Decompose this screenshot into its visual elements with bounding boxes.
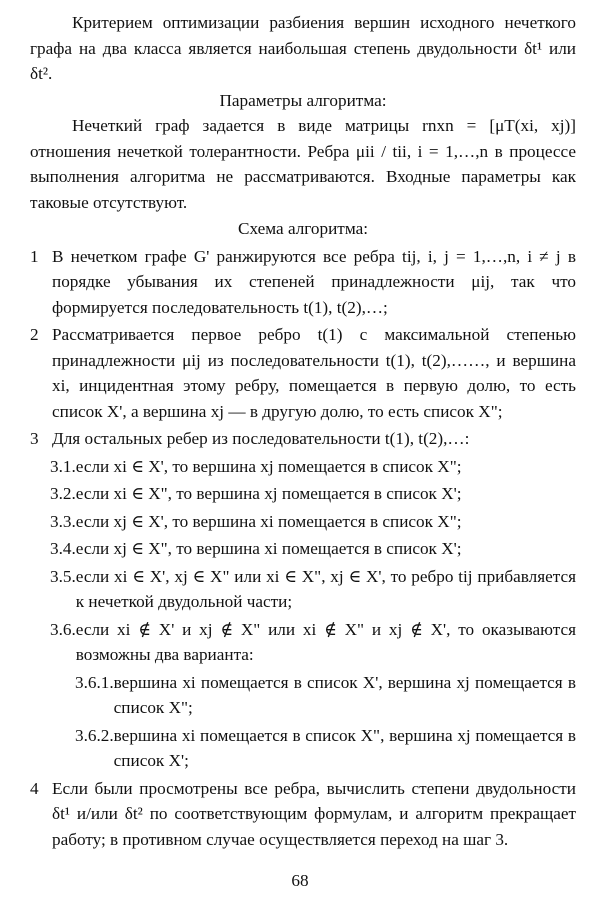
- substep-text: если xj ∈ X', то вершина xi помещается в список X";: [75, 511, 462, 531]
- step-3: [30, 426, 576, 452]
- step-4: [30, 776, 576, 853]
- step-number: 3: [30, 429, 39, 448]
- substep-number: 3.6.: [50, 619, 76, 639]
- step-text: Для остальных ребер из последовательности t(1), t(2),…:: [52, 429, 470, 448]
- substep-number: 3.6.1.: [75, 672, 114, 692]
- step-number: 1: [30, 246, 39, 266]
- substep-number: 3.5.: [50, 566, 76, 586]
- substep-text: если xi ∈ X", то вершина xj помещается в список X';: [75, 484, 462, 503]
- substep-text: если xi ∈ X', то вершина xj помещается в список X";: [75, 456, 462, 476]
- step-number: 2: [30, 325, 39, 344]
- step-1: [30, 244, 576, 321]
- substep-text: вершина xi помещается в список X", вершина xj помещается в список X';: [113, 725, 576, 770]
- step-text: Если были просмотрены все ребра, вычислить степени двудольности δt¹ и/или δt² по соответствующим формулам, и алгоритм прекращает работу; в противном случае осуществляется переход на шаг 3.: [52, 778, 576, 849]
- substep-3-4: [50, 536, 576, 562]
- substep-text: если xi ∉ X' и xj ∉ X" или xi ∉ X" и xj ∉ X', то оказываются возможны два варианта:: [75, 619, 576, 664]
- step-2: [30, 322, 576, 424]
- step-number: 4: [30, 778, 39, 798]
- params-heading: Параметры алгоритма:: [219, 90, 387, 110]
- substep-3-1: [50, 454, 576, 480]
- step-text: В нечетком графе G' ранжируются все ребра tij, i, j = 1,…,n, i ≠ j в порядке убывания их степеней принадлежности μij, так что формируется последовательность t(1), t(2),…;: [52, 246, 576, 317]
- scheme-heading: Схема алгоритма:: [238, 219, 368, 238]
- substep-3-3: [50, 509, 576, 535]
- params-paragraph: Нечеткий граф задается в виде матрицы rnxn = [μT(xi, xj)] отношения нечеткой толерантности. Ребра μii / tii, i = 1,…,n в процессе выполнения алгоритма не рассматриваются. Входные параметры как таковые отсутствуют.: [30, 116, 576, 212]
- substep-3-5: [50, 564, 576, 615]
- substep-number: 3.3.: [50, 511, 76, 531]
- substep-3-6: [50, 617, 576, 668]
- step-text: Рассматривается первое ребро t(1) с максимальной степенью принадлежности μij из последовательности t(1), t(2),……, и вершина xi, инцидентная этому ребру, помещается в первую долю, то есть список X', а вершина xj — в другую долю, то есть список X";: [52, 325, 576, 421]
- page-number: 68: [291, 871, 309, 890]
- substep-text: вершина xi помещается в список X', вершина xj помещается в список X";: [113, 672, 576, 717]
- substep-number: 3.1.: [50, 456, 76, 476]
- substep-text: если xj ∈ X", то вершина xi помещается в список X';: [75, 539, 462, 558]
- substep-number: 3.4.: [50, 539, 76, 558]
- substep-text: если xi ∈ X', xj ∈ X" или xi ∈ X", xj ∈ X', то ребро tij прибавляется к нечеткой двудольной части;: [75, 566, 576, 611]
- substep-3-2: [50, 481, 576, 507]
- substep-number: 3.2.: [50, 484, 76, 503]
- page-content: [30, 10, 576, 852]
- substep-3-6-2: [75, 723, 576, 774]
- substep-3-6-1: [75, 670, 576, 721]
- substep-number: 3.6.2.: [75, 725, 114, 745]
- intro-paragraph: Критерием оптимизации разбиения вершин исходного нечеткого графа на два класса является наибольшая степень двудольности δt¹ или δt².: [30, 13, 576, 83]
